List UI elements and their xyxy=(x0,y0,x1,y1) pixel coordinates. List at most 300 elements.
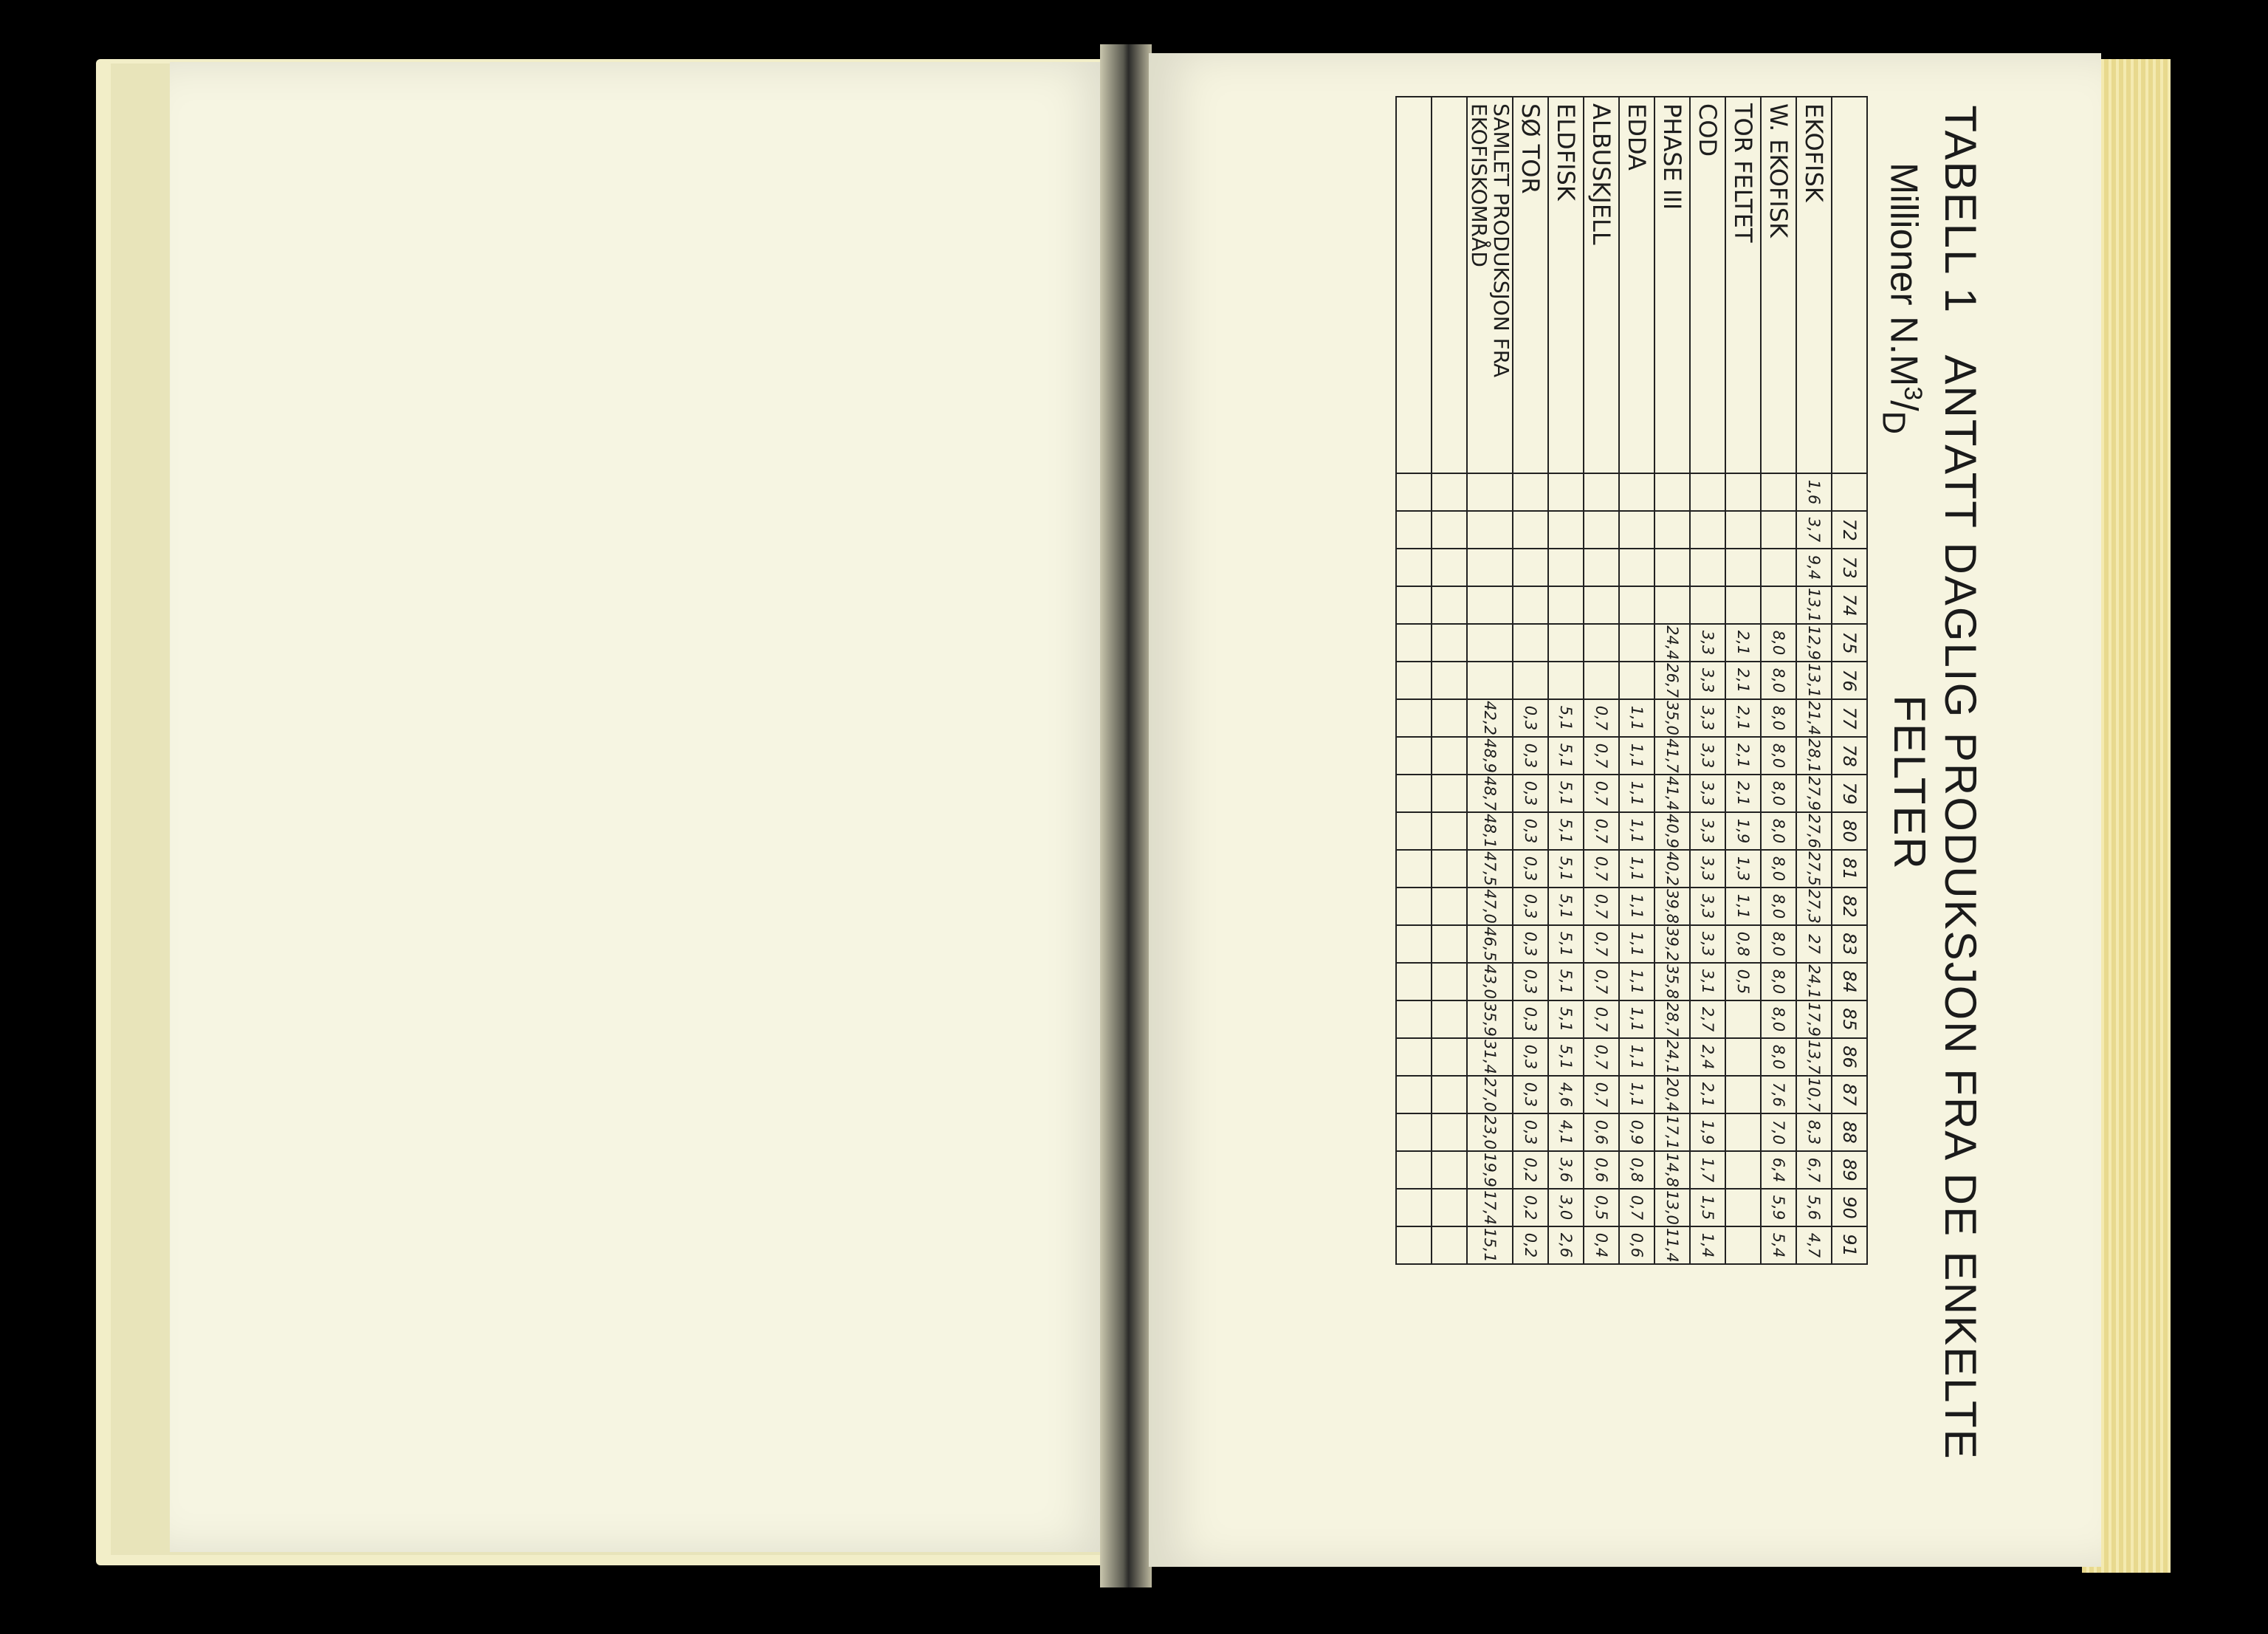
field-name-cell: ALBUSKJELL xyxy=(1584,97,1619,473)
value-cell: 3,7 xyxy=(1796,511,1832,549)
value-cell xyxy=(1584,586,1619,624)
table-number: TABELL 1 xyxy=(1936,105,1985,315)
value-cell: 0,7 xyxy=(1584,850,1619,888)
value-cell xyxy=(1396,888,1432,925)
value-cell: 8,0 xyxy=(1761,925,1796,963)
value-cell: 0,3 xyxy=(1513,1113,1548,1151)
value-cell: 2,7 xyxy=(1690,1000,1725,1038)
table-row xyxy=(1513,97,1548,1264)
value-cell xyxy=(1654,511,1690,549)
value-cell: 13,1 xyxy=(1796,662,1832,699)
year-cell: 88 xyxy=(1832,1113,1867,1151)
value-cell xyxy=(1513,511,1548,549)
value-cell: 0,4 xyxy=(1584,1226,1619,1264)
value-cell: 8,0 xyxy=(1761,624,1796,662)
field-name-cell: PHASE III xyxy=(1654,97,1690,473)
value-cell: 19,9 xyxy=(1467,1151,1513,1189)
value-cell xyxy=(1396,963,1432,1000)
value-cell: 27,0 xyxy=(1467,1076,1513,1113)
table-row xyxy=(1725,97,1761,1264)
value-cell: 39,8 xyxy=(1654,888,1690,925)
value-cell: 0,3 xyxy=(1513,1000,1548,1038)
value-cell: 1,9 xyxy=(1690,1113,1725,1151)
value-cell xyxy=(1654,586,1690,624)
value-cell: 1,1 xyxy=(1619,963,1654,1000)
value-cell: 2,1 xyxy=(1725,662,1761,699)
value-cell: 0,8 xyxy=(1725,925,1761,963)
value-cell xyxy=(1690,473,1725,511)
left-page xyxy=(170,62,1116,1552)
value-cell: 0,3 xyxy=(1513,925,1548,963)
value-cell xyxy=(1432,812,1467,850)
year-cell: 77 xyxy=(1832,699,1867,737)
value-cell xyxy=(1548,586,1584,624)
value-cell: 17,1 xyxy=(1654,1113,1690,1151)
value-cell: 47,0 xyxy=(1467,888,1513,925)
value-cell: 39,2 xyxy=(1654,925,1690,963)
value-cell: 3,3 xyxy=(1690,737,1725,775)
value-cell: 10,7 xyxy=(1796,1076,1832,1113)
value-cell xyxy=(1467,624,1513,662)
value-cell xyxy=(1396,549,1432,586)
value-cell: 1,1 xyxy=(1619,1038,1654,1076)
value-cell: 6,7 xyxy=(1796,1151,1832,1189)
value-cell: 0,3 xyxy=(1513,812,1548,850)
value-cell xyxy=(1432,925,1467,963)
value-cell: 3,3 xyxy=(1690,888,1725,925)
value-cell: 13,1 xyxy=(1796,586,1832,624)
value-cell xyxy=(1467,473,1513,511)
value-cell: 41,4 xyxy=(1654,775,1690,812)
year-cell: 90 xyxy=(1832,1189,1867,1226)
value-cell: 15,1 xyxy=(1467,1226,1513,1264)
header-label-cell xyxy=(1832,97,1867,473)
value-cell xyxy=(1432,586,1467,624)
value-cell: 0,8 xyxy=(1619,1151,1654,1189)
value-cell: 0,7 xyxy=(1584,963,1619,1000)
value-cell xyxy=(1432,1113,1467,1151)
table-row xyxy=(1619,97,1654,1264)
value-cell: 0,3 xyxy=(1513,699,1548,737)
value-cell: 0,7 xyxy=(1584,1038,1619,1076)
value-cell: 48,1 xyxy=(1467,812,1513,850)
value-cell: 24,1 xyxy=(1654,1038,1690,1076)
value-cell: 9,4 xyxy=(1796,549,1832,586)
field-name-cell: SØ TOR xyxy=(1513,97,1548,473)
value-cell: 0,7 xyxy=(1584,775,1619,812)
value-cell: 21,4 xyxy=(1796,699,1832,737)
value-cell xyxy=(1432,1151,1467,1189)
value-cell: 5,1 xyxy=(1548,699,1584,737)
value-cell xyxy=(1432,473,1467,511)
table-row xyxy=(1796,97,1832,1264)
value-cell xyxy=(1396,511,1432,549)
value-cell: 7,6 xyxy=(1761,1076,1796,1113)
value-cell: 4,7 xyxy=(1796,1226,1832,1264)
value-cell xyxy=(1725,549,1761,586)
table-row xyxy=(1690,97,1725,1264)
value-cell: 8,3 xyxy=(1796,1113,1832,1151)
value-cell xyxy=(1396,850,1432,888)
value-cell: 1,5 xyxy=(1690,1189,1725,1226)
table-row xyxy=(1584,97,1619,1264)
value-cell xyxy=(1725,1038,1761,1076)
value-cell: 0,3 xyxy=(1513,775,1548,812)
table-row xyxy=(1396,97,1432,1264)
value-cell: 35,8 xyxy=(1654,963,1690,1000)
value-cell: 42,2 xyxy=(1467,699,1513,737)
value-cell xyxy=(1396,812,1432,850)
value-cell: 1,1 xyxy=(1619,888,1654,925)
value-cell xyxy=(1396,1000,1432,1038)
value-cell: 0,2 xyxy=(1513,1226,1548,1264)
value-cell: 1,4 xyxy=(1690,1226,1725,1264)
value-cell xyxy=(1396,473,1432,511)
value-cell: 35,0 xyxy=(1654,699,1690,737)
production-table xyxy=(1395,96,1868,1265)
value-cell xyxy=(1548,511,1584,549)
value-cell: 14,8 xyxy=(1654,1151,1690,1189)
value-cell xyxy=(1396,1189,1432,1226)
value-cell: 8,0 xyxy=(1761,662,1796,699)
year-cell: 85 xyxy=(1832,1000,1867,1038)
value-cell: 48,9 xyxy=(1467,737,1513,775)
value-cell xyxy=(1396,699,1432,737)
value-cell: 8,0 xyxy=(1761,1038,1796,1076)
value-cell xyxy=(1584,511,1619,549)
value-cell xyxy=(1467,586,1513,624)
value-cell: 6,4 xyxy=(1761,1151,1796,1189)
value-cell: 27,9 xyxy=(1796,775,1832,812)
value-cell: 1,1 xyxy=(1619,1000,1654,1038)
value-cell xyxy=(1396,1226,1432,1264)
value-cell xyxy=(1396,925,1432,963)
value-cell: 3,3 xyxy=(1690,775,1725,812)
value-cell: 0,3 xyxy=(1513,888,1548,925)
value-cell xyxy=(1432,549,1467,586)
value-cell xyxy=(1725,586,1761,624)
value-cell: 0,7 xyxy=(1584,812,1619,850)
value-cell: 8,0 xyxy=(1761,1000,1796,1038)
value-cell: 0,7 xyxy=(1619,1189,1654,1226)
value-cell xyxy=(1548,473,1584,511)
value-cell: 8,0 xyxy=(1761,963,1796,1000)
value-cell xyxy=(1432,662,1467,699)
value-cell: 0,3 xyxy=(1513,1038,1548,1076)
value-cell: 0,3 xyxy=(1513,737,1548,775)
value-cell xyxy=(1690,586,1725,624)
value-cell xyxy=(1432,624,1467,662)
value-cell xyxy=(1619,662,1654,699)
value-cell: 1,1 xyxy=(1619,775,1654,812)
value-cell: 3,6 xyxy=(1548,1151,1584,1189)
table-row xyxy=(1654,97,1690,1264)
field-name-cell xyxy=(1432,97,1467,473)
value-cell: 5,1 xyxy=(1548,963,1584,1000)
value-cell: 46,5 xyxy=(1467,925,1513,963)
year-cell-blank xyxy=(1832,473,1867,511)
value-cell xyxy=(1584,624,1619,662)
value-cell: 31,4 xyxy=(1467,1038,1513,1076)
value-cell xyxy=(1725,1226,1761,1264)
value-cell: 1,1 xyxy=(1619,925,1654,963)
value-cell: 3,3 xyxy=(1690,925,1725,963)
year-header-row xyxy=(1832,97,1867,1264)
value-cell: 0,3 xyxy=(1513,963,1548,1000)
value-cell: 3,3 xyxy=(1690,812,1725,850)
value-cell xyxy=(1513,624,1548,662)
value-cell: 1,1 xyxy=(1619,699,1654,737)
value-cell: 47,5 xyxy=(1467,850,1513,888)
value-cell: 1,6 xyxy=(1796,473,1832,511)
value-cell: 1,9 xyxy=(1725,812,1761,850)
year-cell: 72 xyxy=(1832,511,1867,549)
value-cell: 0,6 xyxy=(1584,1113,1619,1151)
value-cell xyxy=(1725,473,1761,511)
value-cell: 3,3 xyxy=(1690,662,1725,699)
value-cell: 8,0 xyxy=(1761,812,1796,850)
value-cell: 1,7 xyxy=(1690,1151,1725,1189)
value-cell xyxy=(1584,473,1619,511)
value-cell: 1,1 xyxy=(1619,1076,1654,1113)
value-cell: 3,3 xyxy=(1690,699,1725,737)
field-name-cell: SAMLET PRODUKSJON FRA EKOFISKOMRÅD xyxy=(1467,97,1513,473)
value-cell xyxy=(1432,1226,1467,1264)
value-cell: 11,4 xyxy=(1654,1226,1690,1264)
value-cell: 2,1 xyxy=(1725,624,1761,662)
value-cell xyxy=(1725,511,1761,549)
value-cell xyxy=(1548,549,1584,586)
value-cell: 0,3 xyxy=(1513,1076,1548,1113)
value-cell xyxy=(1513,549,1548,586)
field-name-cell xyxy=(1396,97,1432,473)
value-cell: 3,3 xyxy=(1690,624,1725,662)
value-cell xyxy=(1432,1000,1467,1038)
value-cell xyxy=(1761,511,1796,549)
value-cell: 0,9 xyxy=(1619,1113,1654,1151)
value-cell xyxy=(1432,1038,1467,1076)
value-cell: 8,0 xyxy=(1761,737,1796,775)
value-cell xyxy=(1619,624,1654,662)
year-cell: 73 xyxy=(1832,549,1867,586)
year-cell: 83 xyxy=(1832,925,1867,963)
value-cell: 43,0 xyxy=(1467,963,1513,1000)
value-cell xyxy=(1725,1189,1761,1226)
value-cell xyxy=(1654,473,1690,511)
value-cell: 0,2 xyxy=(1513,1151,1548,1189)
value-cell xyxy=(1690,549,1725,586)
value-cell: 0,7 xyxy=(1584,925,1619,963)
table-row xyxy=(1761,97,1796,1264)
value-cell xyxy=(1432,699,1467,737)
value-cell xyxy=(1548,624,1584,662)
value-cell: 28,1 xyxy=(1796,737,1832,775)
value-cell: 1,1 xyxy=(1725,888,1761,925)
value-cell: 27,5 xyxy=(1796,850,1832,888)
value-cell: 17,9 xyxy=(1796,1000,1832,1038)
value-cell: 5,9 xyxy=(1761,1189,1796,1226)
production-table-sheet xyxy=(1285,81,1993,1543)
value-cell: 27,3 xyxy=(1796,888,1832,925)
value-cell: 2,1 xyxy=(1725,775,1761,812)
value-cell xyxy=(1432,888,1467,925)
book-gutter xyxy=(1100,44,1152,1587)
year-cell: 79 xyxy=(1832,775,1867,812)
year-cell: 87 xyxy=(1832,1076,1867,1113)
value-cell xyxy=(1761,473,1796,511)
value-cell: 0,7 xyxy=(1584,888,1619,925)
value-cell: 40,2 xyxy=(1654,850,1690,888)
value-cell xyxy=(1396,1151,1432,1189)
value-cell: 24,1 xyxy=(1796,963,1832,1000)
value-cell: 23,0 xyxy=(1467,1113,1513,1151)
value-cell xyxy=(1396,1038,1432,1076)
value-cell: 1,1 xyxy=(1619,812,1654,850)
value-cell: 5,1 xyxy=(1548,1038,1584,1076)
value-cell xyxy=(1432,737,1467,775)
value-cell xyxy=(1725,1113,1761,1151)
value-cell: 5,1 xyxy=(1548,812,1584,850)
value-cell: 8,0 xyxy=(1761,850,1796,888)
value-cell: 7,0 xyxy=(1761,1113,1796,1151)
value-cell xyxy=(1432,850,1467,888)
value-cell: 0,7 xyxy=(1584,737,1619,775)
value-cell: 0,6 xyxy=(1619,1226,1654,1264)
value-cell xyxy=(1584,662,1619,699)
value-cell xyxy=(1725,1000,1761,1038)
value-cell xyxy=(1432,963,1467,1000)
value-cell xyxy=(1761,549,1796,586)
field-name-cell: EDDA xyxy=(1619,97,1654,473)
table-units: Millioner $N.M^3/_D$ xyxy=(1875,162,1927,435)
value-cell: 5,4 xyxy=(1761,1226,1796,1264)
value-cell xyxy=(1467,511,1513,549)
value-cell: 24,4 xyxy=(1654,624,1690,662)
year-cell: 89 xyxy=(1832,1151,1867,1189)
year-cell: 78 xyxy=(1832,737,1867,775)
value-cell: 0,5 xyxy=(1725,963,1761,1000)
value-cell xyxy=(1396,586,1432,624)
value-cell: 2,6 xyxy=(1548,1226,1584,1264)
value-cell: 1,1 xyxy=(1619,737,1654,775)
value-cell: 2,4 xyxy=(1690,1038,1725,1076)
value-cell xyxy=(1619,473,1654,511)
value-cell: 41,7 xyxy=(1654,737,1690,775)
value-cell: 5,1 xyxy=(1548,925,1584,963)
value-cell: 3,3 xyxy=(1690,850,1725,888)
value-cell xyxy=(1467,662,1513,699)
field-name-cell: TOR FELTET xyxy=(1725,97,1761,473)
value-cell xyxy=(1432,1189,1467,1226)
field-name-cell: COD xyxy=(1690,97,1725,473)
value-cell xyxy=(1396,737,1432,775)
value-cell: 20,4 xyxy=(1654,1076,1690,1113)
value-cell xyxy=(1690,511,1725,549)
value-cell: 5,1 xyxy=(1548,737,1584,775)
value-cell: 26,7 xyxy=(1654,662,1690,699)
value-cell: 0,7 xyxy=(1584,1000,1619,1038)
value-cell xyxy=(1513,473,1548,511)
value-cell: 2,1 xyxy=(1725,737,1761,775)
value-cell xyxy=(1432,511,1467,549)
table-row xyxy=(1432,97,1467,1264)
value-cell: 13,0 xyxy=(1654,1189,1690,1226)
value-cell: 12,9 xyxy=(1796,624,1832,662)
year-cell: 81 xyxy=(1832,850,1867,888)
value-cell: 27,6 xyxy=(1796,812,1832,850)
value-cell xyxy=(1396,1076,1432,1113)
value-cell: 0,2 xyxy=(1513,1189,1548,1226)
value-cell: 8,0 xyxy=(1761,699,1796,737)
value-cell xyxy=(1619,549,1654,586)
value-cell xyxy=(1396,1113,1432,1151)
value-cell: 28,7 xyxy=(1654,1000,1690,1038)
value-cell xyxy=(1725,1076,1761,1113)
value-cell xyxy=(1432,1076,1467,1113)
year-cell: 86 xyxy=(1832,1038,1867,1076)
value-cell: 1,1 xyxy=(1619,850,1654,888)
value-cell: 2,1 xyxy=(1725,699,1761,737)
value-cell: 48,7 xyxy=(1467,775,1513,812)
year-cell: 74 xyxy=(1832,586,1867,624)
table-row xyxy=(1467,97,1513,1264)
value-cell xyxy=(1467,549,1513,586)
table-title: ANTATT DAGLIG PRODUKSJON FRA DE ENKELTE FELTER xyxy=(1885,354,1985,1460)
value-cell: 27 xyxy=(1796,925,1832,963)
value-cell xyxy=(1619,511,1654,549)
value-cell: 0,3 xyxy=(1513,850,1548,888)
table-row xyxy=(1548,97,1584,1264)
field-name-cell: W. EKOFISK xyxy=(1761,97,1796,473)
year-cell: 80 xyxy=(1832,812,1867,850)
year-cell: 91 xyxy=(1832,1226,1867,1264)
value-cell xyxy=(1432,775,1467,812)
value-cell: 0,5 xyxy=(1584,1189,1619,1226)
value-cell xyxy=(1396,662,1432,699)
year-cell: 82 xyxy=(1832,888,1867,925)
value-cell: 13,7 xyxy=(1796,1038,1832,1076)
value-cell xyxy=(1396,624,1432,662)
value-cell: 1,3 xyxy=(1725,850,1761,888)
value-cell: 5,1 xyxy=(1548,850,1584,888)
value-cell xyxy=(1396,775,1432,812)
value-cell: 2,1 xyxy=(1690,1076,1725,1113)
value-cell: 3,1 xyxy=(1690,963,1725,1000)
value-cell: 5,1 xyxy=(1548,1000,1584,1038)
value-cell: 0,7 xyxy=(1584,699,1619,737)
value-cell: 40,9 xyxy=(1654,812,1690,850)
value-cell xyxy=(1548,662,1584,699)
value-cell xyxy=(1513,662,1548,699)
value-cell xyxy=(1761,586,1796,624)
value-cell xyxy=(1619,586,1654,624)
value-cell: 4,1 xyxy=(1548,1113,1584,1151)
year-cell: 76 xyxy=(1832,662,1867,699)
year-cell: 84 xyxy=(1832,963,1867,1000)
value-cell: 8,0 xyxy=(1761,775,1796,812)
value-cell xyxy=(1725,1151,1761,1189)
value-cell: 3,0 xyxy=(1548,1189,1584,1226)
bleed-through-text xyxy=(443,210,1196,1391)
value-cell: 8,0 xyxy=(1761,888,1796,925)
value-cell: 0,6 xyxy=(1584,1151,1619,1189)
field-name-cell: ELDFISK xyxy=(1548,97,1584,473)
field-name-cell: EKOFISK xyxy=(1796,97,1832,473)
value-cell: 5,6 xyxy=(1796,1189,1832,1226)
value-cell: 5,1 xyxy=(1548,888,1584,925)
value-cell: 35,9 xyxy=(1467,1000,1513,1038)
value-cell: 17,4 xyxy=(1467,1189,1513,1226)
